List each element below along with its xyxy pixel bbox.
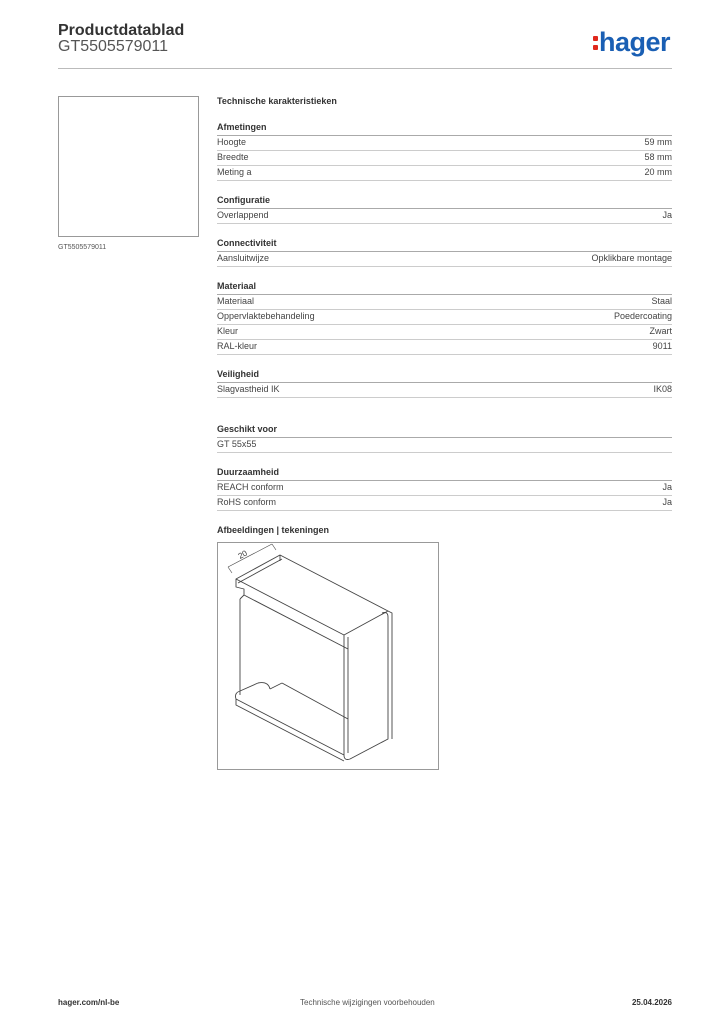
spec-label: Slagvastheid IK [217, 384, 280, 394]
thumbnail-caption: GT5505579011 [58, 244, 107, 251]
spec-row [217, 151, 672, 166]
images-heading: Afbeeldingen | tekeningen [217, 525, 330, 535]
spec-row [217, 481, 672, 496]
spec-value: 9011 [652, 341, 672, 351]
section-title: Afmetingen [217, 122, 672, 136]
spec-label: Materiaal [217, 296, 255, 306]
spec-label: Breedte [217, 152, 249, 162]
spec-value: Ja [662, 210, 672, 220]
section-title: Duurzaamheid [217, 467, 672, 481]
spec-row [217, 438, 672, 453]
spec-label: Kleur [217, 326, 239, 336]
cover-drawing-icon [218, 543, 438, 769]
spec-label: Oppervlaktebehandeling [217, 311, 315, 321]
spec-row [217, 136, 672, 151]
spec-section [217, 238, 672, 267]
spec-section [217, 424, 672, 453]
logo-dots-icon [593, 34, 598, 52]
spec-value: Zwart [649, 326, 672, 336]
product-code: GT5505579011 [58, 38, 169, 55]
dimension-label: 20 [236, 548, 249, 561]
spec-label: Hoogte [217, 137, 247, 147]
spec-label: GT 55x55 [217, 439, 257, 449]
section-title: Geschikt voor [217, 424, 672, 438]
footer-note: Technische wijzigingen voorbehouden [300, 998, 435, 1007]
spec-label: Meting a [217, 167, 252, 177]
spec-value: 59 mm [644, 137, 672, 147]
section-gap [217, 412, 672, 424]
section-title: Configuratie [217, 195, 672, 209]
page-title: Productdatablad [58, 22, 185, 39]
footer-url[interactable]: hager.com/nl-be [58, 998, 120, 1007]
spec-row [217, 295, 672, 310]
spec-label: REACH conform [217, 482, 284, 492]
product-thumbnail [58, 96, 199, 237]
specs-heading: Technische karakteristieken [217, 96, 337, 106]
spec-row [217, 496, 672, 511]
spec-section [217, 122, 672, 181]
logo-text: hager [599, 27, 671, 57]
spec-value: Poedercoating [613, 311, 672, 321]
spec-row [217, 383, 672, 398]
spec-row [217, 252, 672, 267]
spec-value: Ja [662, 482, 672, 492]
spec-label: Overlappend [217, 210, 269, 220]
technical-drawing [217, 542, 439, 770]
spec-section [217, 369, 672, 398]
spec-row [217, 310, 672, 325]
section-title: Connectiviteit [217, 238, 672, 252]
spec-section [217, 467, 672, 511]
spec-value: Staal [651, 296, 672, 306]
hager-logo [593, 27, 670, 58]
spec-section [217, 195, 672, 224]
spec-value: Opklikbare montage [591, 253, 672, 263]
spec-label: Aansluitwijze [217, 253, 270, 263]
specs-panel [217, 96, 672, 770]
section-title: Veiligheid [217, 369, 672, 383]
spec-sections [217, 122, 672, 511]
spec-row [217, 166, 672, 181]
spec-row [217, 209, 672, 224]
spec-value: 58 mm [644, 152, 672, 162]
header-divider [58, 68, 672, 69]
spec-value: IK08 [653, 384, 672, 394]
footer-date: 25.04.2026 [631, 998, 672, 1007]
section-title: Materiaal [217, 281, 672, 295]
spec-row [217, 325, 672, 340]
spec-label: RoHS conform [217, 497, 277, 507]
spec-value: 20 mm [644, 167, 672, 177]
spec-section [217, 281, 672, 355]
spec-row [217, 340, 672, 355]
spec-value: Ja [662, 497, 672, 507]
spec-label: RAL-kleur [217, 341, 258, 351]
